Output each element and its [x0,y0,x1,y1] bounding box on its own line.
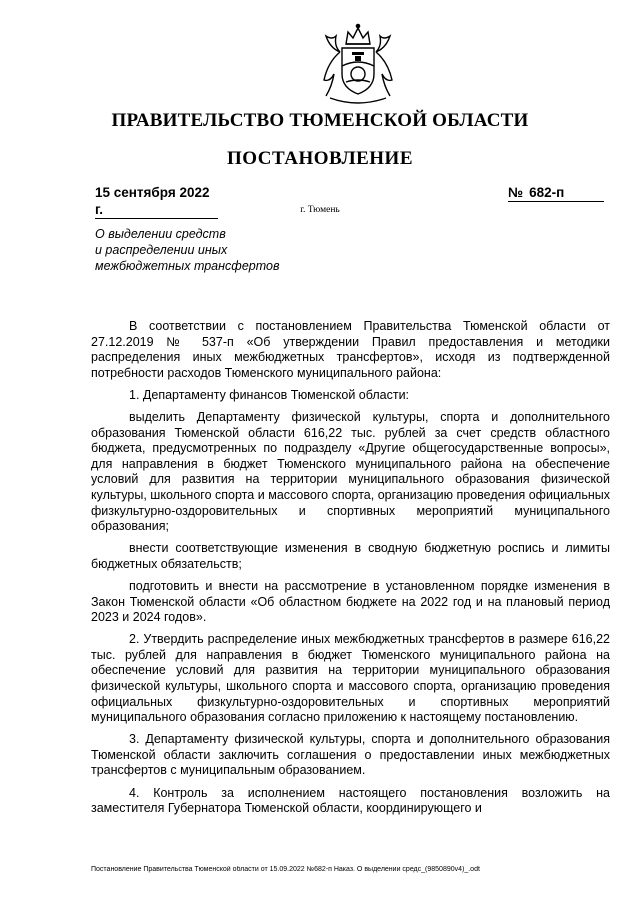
subject-line: О выделении средств [95,227,226,241]
document-number: 682-п [529,185,565,200]
preamble-paragraph: В соответствии с постановлением Правительства Тюменской области от 27.12.2019 № 537-п «Об утверждении Правил предоставления и методики распределения иных межбюджетных трансфертов», исходя из подтвержденной потребности расходов Тюменского муниципального района: [91,319,610,380]
clause-1-item-allocate: выделить Департаменту физической культуры, спорта и дополнительного образования Тюменской области 616,22 тыс. рублей за счет средств областного бюджета, предусмотренных по подразделу «Другие общегосударственные вопросы», для направления в бюджет Тюменского муниципального района на обеспечение условий для развития на территории муниципального образования физической культуры, школьного спорта и массового спорта, организацию проведения официальных физкультурно-оздоровительных и спортивных мероприятий муниципального образования; [91,409,610,534]
document-date: 15 сентября 2022 г. [95,184,218,219]
clause-4-paragraph: 4. Контроль за исполнением настоящего постановления возложить на заместителя Губернатора Тюменской области, координирующего и [91,785,610,816]
clause-3-paragraph: 3. Департаменту физической культуры, спорта и дополнительного образования Тюменской области заключить соглашения о предоставлении иных межбюджетных трансфертов с муниципальным образованием. [91,732,610,778]
clause-1-item-prepare-law: подготовить и внести на рассмотрение в установленном порядке изменения в Закон Тюменской области «Об областном бюджете на 2022 год и на плановый период 2023 и 2024 годов». [91,578,610,625]
document-type: ПОСТАНОВЛЕНИЕ [226,148,414,169]
clause-1-heading: 1. Департаменту финансов Тюменской области: [129,387,410,402]
number-sign: № [508,185,524,200]
subject-line: межбюджетных трансфертов [95,259,280,273]
document-body [91,319,610,823]
government-title: ПРАВИТЕЛЬСТВО ТЮМЕНСКОЙ ОБЛАСТИ [111,110,529,131]
clause-2-paragraph: 2. Утвердить распределение иных межбюджетных трансфертов в размере 616,22 тыс. рублей для направления в бюджет Тюменского муниципального района на обеспечение условий для развития на территории муниципального образования физической культуры, школьного спорта и массового спорта, организацию проведения официальных физкультурно-оздоровительных и спортивных мероприятий муниципального образования согласно приложению к настоящему постановлению. [91,632,610,725]
document-number-field [508,184,604,202]
document-subject [95,226,355,274]
subject-line: и распределении иных [95,243,228,257]
document-footer: Постановление Правительства Тюменской области от 15.09.2022 №682-п Наказ. О выделении средс_(9850890v4)_.odt [91,866,480,873]
clause-1-item-amend-budget: внести соответствующие изменения в сводную бюджетную роспись и лимиты бюджетных обязательств; [91,541,610,571]
city-label: г. Тюмень [300,205,340,215]
coat-of-arms-icon [312,22,404,108]
